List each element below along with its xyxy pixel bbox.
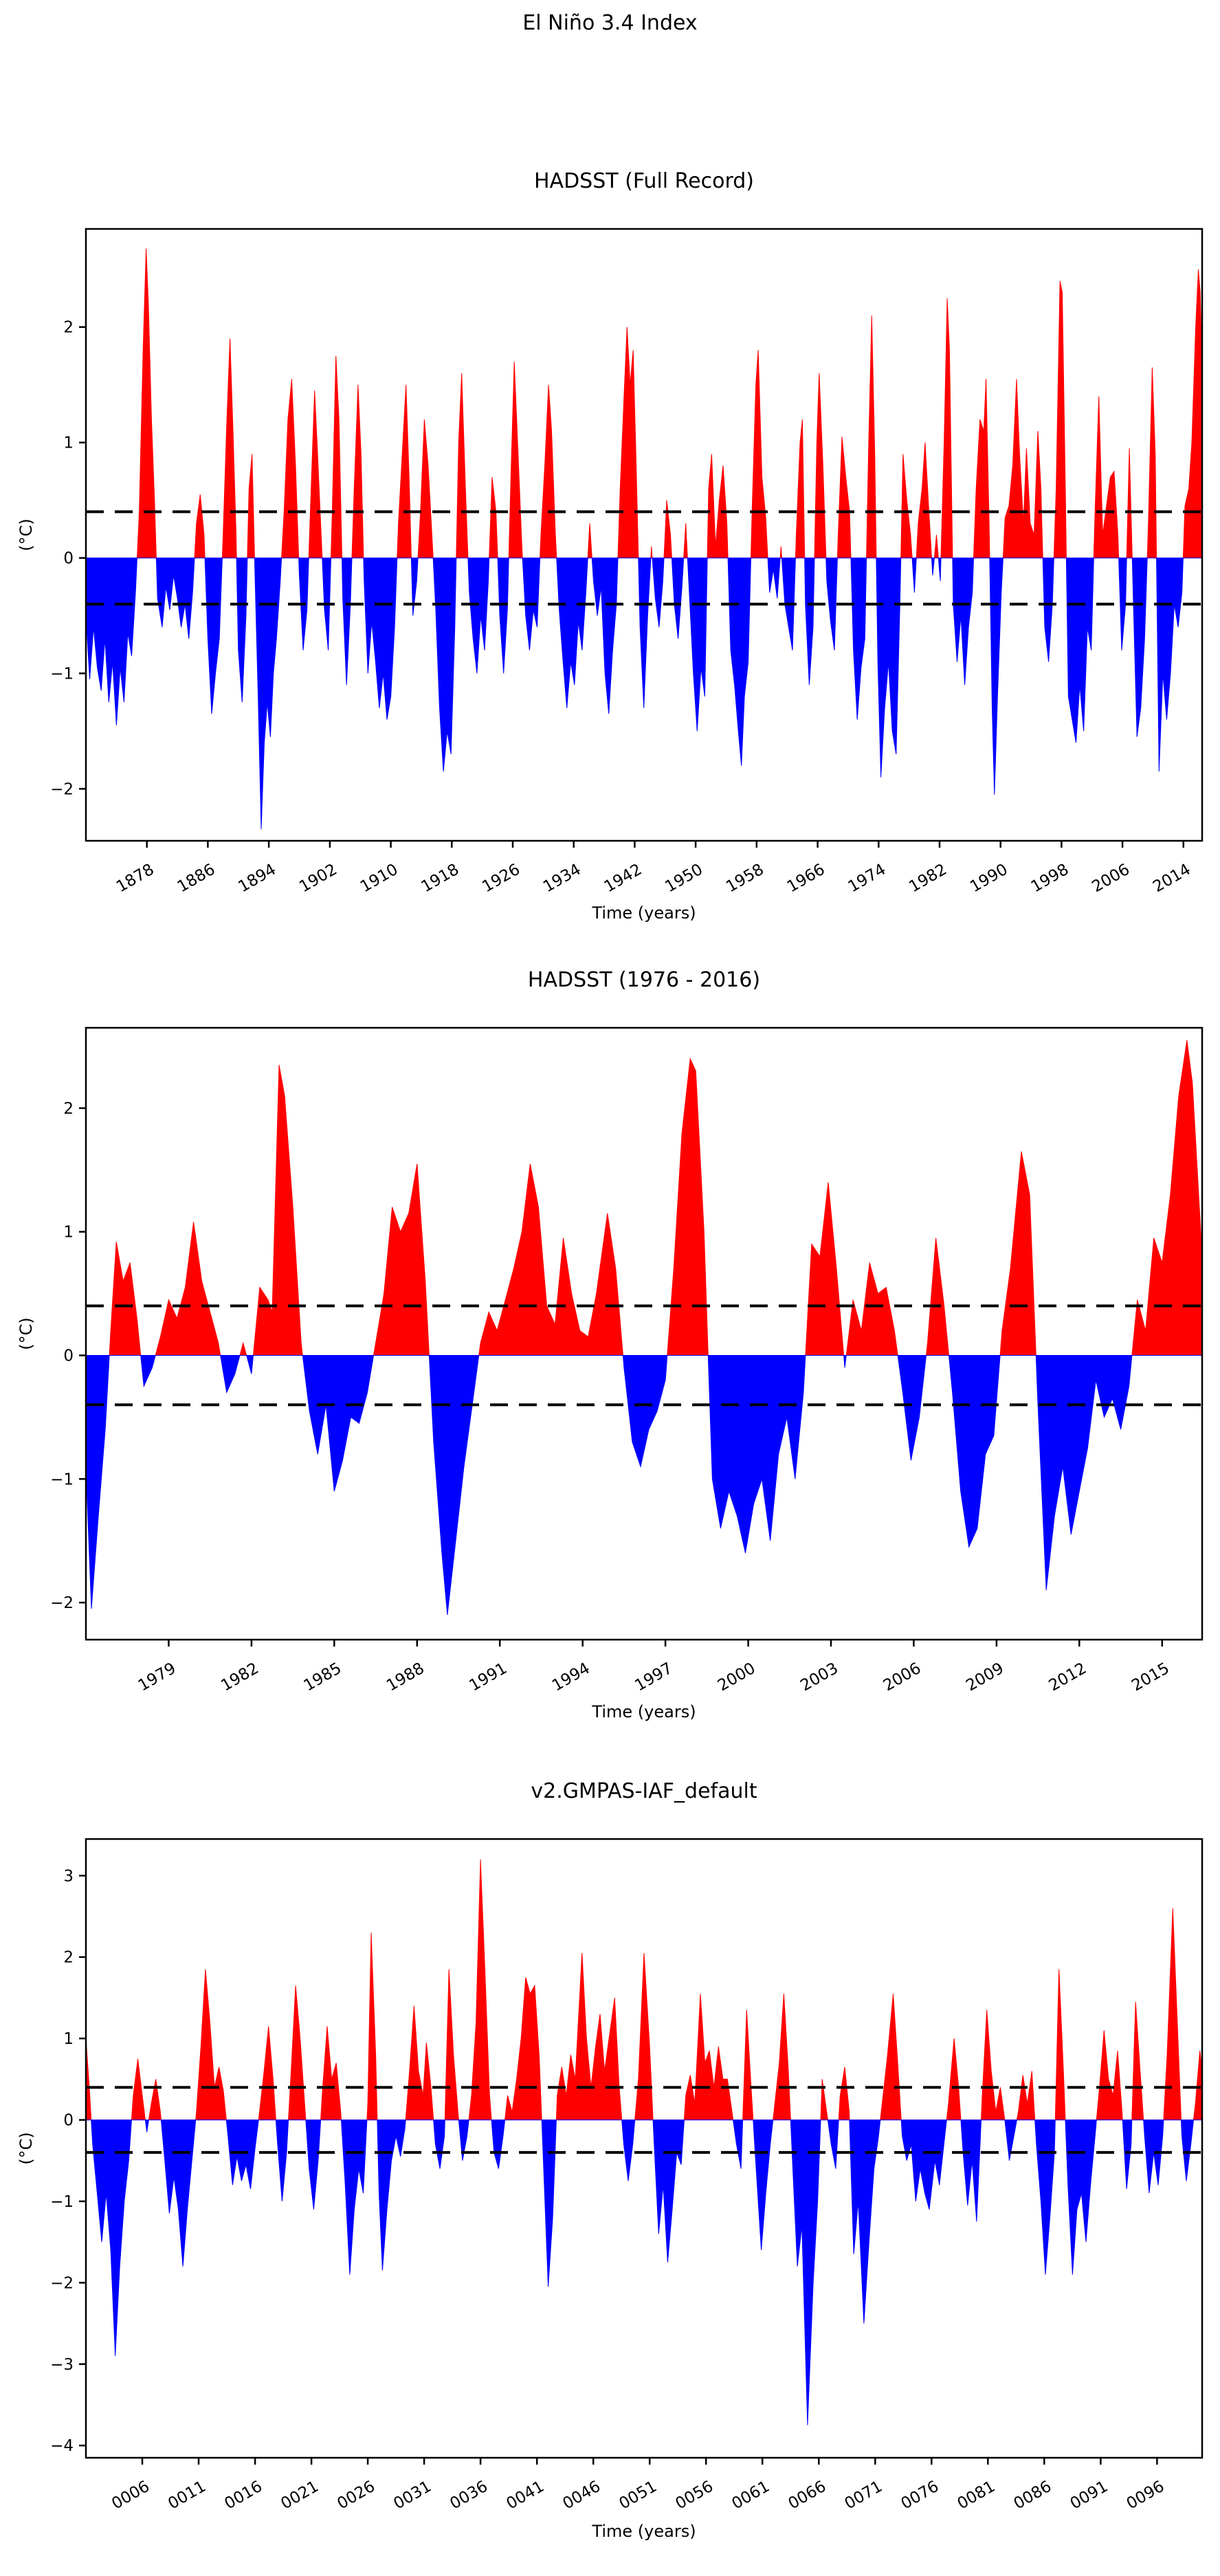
- x-tick-label: 1998: [1028, 860, 1072, 896]
- y-tick-label: −2: [50, 1594, 74, 1613]
- positive-anomaly-area: [86, 1860, 1202, 2120]
- y-axis-label: (°C): [16, 2132, 36, 2165]
- x-tick-label: 2015: [1129, 1659, 1173, 1695]
- chart-1: [16, 968, 1202, 1721]
- x-axis-label: Time (years): [592, 1702, 696, 1721]
- x-tick-label: 0071: [841, 2477, 886, 2513]
- y-tick-label: −4: [50, 2437, 74, 2456]
- y-tick-label: −1: [50, 1471, 74, 1489]
- y-tick-label: −2: [50, 2274, 74, 2293]
- x-tick-label: 1886: [174, 860, 219, 896]
- positive-anomaly-area: [86, 1040, 1202, 1356]
- x-tick-label: 0061: [729, 2477, 773, 2513]
- y-tick-label: −3: [50, 2355, 74, 2374]
- y-tick-label: 1: [63, 434, 74, 452]
- x-tick-label: 0046: [559, 2477, 604, 2513]
- x-tick-label: 0036: [447, 2477, 491, 2513]
- x-tick-label: 2012: [1045, 1659, 1090, 1695]
- x-tick-label: 0081: [954, 2477, 999, 2513]
- chart-title: HADSST (Full Record): [533, 169, 755, 193]
- x-tick-label: 1958: [723, 860, 767, 896]
- x-tick-label: 1997: [632, 1659, 676, 1695]
- y-tick-label: 0: [63, 549, 74, 568]
- x-tick-label: 1950: [662, 860, 707, 896]
- x-tick-label: 0091: [1067, 2477, 1111, 2513]
- x-tick-label: 2000: [714, 1659, 759, 1695]
- x-tick-label: 1878: [113, 860, 157, 896]
- x-axis-label: Time (years): [592, 2522, 696, 2541]
- y-tick-label: 2: [63, 1099, 74, 1118]
- x-tick-label: 2003: [797, 1659, 841, 1695]
- x-tick-label: 1982: [218, 1659, 262, 1695]
- x-tick-label: 0006: [109, 2477, 153, 2513]
- x-tick-label: 1974: [845, 860, 889, 896]
- chart-2: [16, 1779, 1202, 2541]
- x-tick-label: 2009: [963, 1659, 1007, 1695]
- x-tick-label: 1910: [357, 860, 401, 896]
- y-tick-label: −1: [50, 2193, 74, 2211]
- chart-title: HADSST (1976 - 2016): [527, 968, 761, 992]
- y-axis-label: (°C): [16, 1317, 36, 1350]
- y-tick-label: 1: [63, 1223, 74, 1242]
- x-tick-label: 1979: [135, 1659, 179, 1695]
- y-axis-label: (°C): [16, 518, 36, 551]
- x-tick-label: 1942: [601, 860, 645, 896]
- x-tick-label: 0041: [503, 2477, 548, 2513]
- y-tick-label: 3: [63, 1867, 74, 1886]
- chart-title: v2.GMPAS-IAF_default: [531, 1779, 757, 1803]
- y-tick-label: −2: [50, 780, 74, 799]
- x-tick-label: 1894: [235, 860, 280, 896]
- x-tick-label: 2014: [1150, 860, 1194, 896]
- x-tick-label: 1918: [418, 860, 463, 896]
- x-tick-label: 1902: [296, 860, 340, 896]
- x-tick-label: 1934: [540, 860, 584, 896]
- x-tick-label: 0031: [390, 2477, 435, 2513]
- x-tick-label: 0086: [1010, 2477, 1055, 2513]
- y-tick-label: 0: [63, 2111, 74, 2130]
- negative-anomaly-area: [86, 558, 1202, 830]
- x-tick-label: 0051: [616, 2477, 661, 2513]
- x-tick-label: 2006: [1089, 860, 1133, 896]
- figure-suptitle: El Niño 3.4 Index: [522, 11, 698, 35]
- x-tick-label: 1991: [466, 1659, 511, 1695]
- negative-anomaly-area: [86, 1356, 1202, 1616]
- x-tick-label: 1982: [906, 860, 950, 896]
- x-tick-label: 0066: [785, 2477, 830, 2513]
- chart-0: [16, 169, 1202, 923]
- x-tick-label: 0026: [334, 2477, 379, 2513]
- y-tick-label: −1: [50, 665, 74, 683]
- x-tick-label: 0021: [278, 2477, 322, 2513]
- x-tick-label: 0016: [221, 2477, 266, 2513]
- x-tick-label: 1985: [300, 1659, 345, 1695]
- y-tick-label: 0: [63, 1347, 74, 1365]
- x-tick-label: 1994: [548, 1659, 593, 1695]
- x-axis-label: Time (years): [592, 903, 696, 923]
- y-tick-label: 2: [63, 1948, 74, 1967]
- x-tick-label: 0011: [165, 2477, 209, 2513]
- y-tick-label: 2: [63, 318, 74, 337]
- x-tick-label: 1990: [966, 860, 1011, 896]
- x-tick-label: 1926: [479, 860, 523, 896]
- x-tick-label: 1988: [384, 1659, 428, 1695]
- y-tick-label: 1: [63, 2030, 74, 2049]
- x-tick-label: 2006: [880, 1659, 924, 1695]
- x-tick-label: 0056: [672, 2477, 717, 2513]
- x-tick-label: 0076: [898, 2477, 942, 2513]
- negative-anomaly-area: [86, 2120, 1202, 2425]
- x-tick-label: 0096: [1123, 2477, 1168, 2513]
- x-tick-label: 1966: [784, 860, 828, 896]
